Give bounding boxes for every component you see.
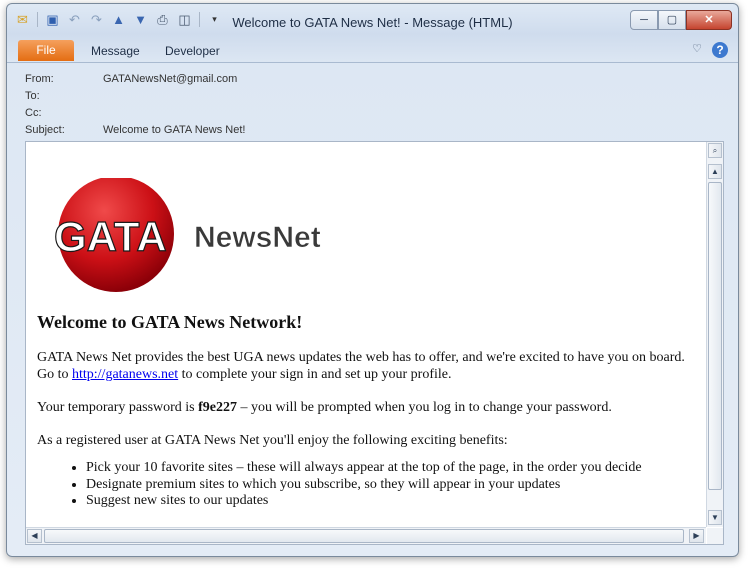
signup-link[interactable]: http://gatanews.net: [72, 367, 179, 382]
ribbon-tabs: [7, 38, 738, 63]
gata-newsnet-logo: [48, 178, 348, 296]
tab-message[interactable]: Message: [91, 44, 140, 58]
password-paragraph: [37, 400, 612, 416]
list-item: • Pick your 10 favorite sites – these will always appear at the top of the page, in the order you decide: [86, 460, 642, 477]
vertical-scroll-thumb[interactable]: [708, 182, 722, 490]
maximize-button[interactable]: ▢: [658, 10, 686, 30]
redo-icon[interactable]: ↷: [91, 12, 102, 27]
window-controls: [630, 10, 732, 30]
email-heading: Welcome to GATA News Network!: [37, 312, 303, 332]
tab-file[interactable]: File: [18, 40, 74, 61]
outlook-message-window: [6, 3, 739, 557]
customize-toolbar-icon[interactable]: ▾: [212, 14, 217, 24]
scroll-down-button[interactable]: ▼: [708, 510, 722, 525]
window-title: Welcome to GATA News Net! - Message (HTML): [232, 15, 513, 30]
intro-text: GATA News Net provides the best UGA news updates the web has to offer, and we're excited to have you on board.: [37, 350, 685, 365]
subject-label: Subject:: [25, 124, 65, 136]
mail-icon[interactable]: ✉: [17, 12, 28, 27]
message-content: [26, 142, 706, 527]
from-label: From:: [25, 73, 54, 85]
password-value: f9e227: [198, 400, 238, 415]
close-button[interactable]: ✕: [686, 10, 732, 30]
next-item-icon[interactable]: ▼: [134, 12, 147, 27]
print-icon[interactable]: ⎙: [157, 12, 168, 27]
scroll-left-button[interactable]: ◀: [27, 529, 42, 543]
password-prefix: Your temporary password is: [37, 400, 199, 415]
subject-value: Welcome to GATA News Net!: [103, 124, 246, 136]
go-to-text: Go to: [37, 367, 72, 382]
previous-item-icon[interactable]: ▲: [112, 12, 125, 27]
help-icon[interactable]: ?: [712, 42, 728, 58]
benefits-intro: As a registered user at GATA News Net you'll enjoy the following exciting benefits:: [37, 433, 508, 448]
list-item: • Designate premium sites to which you subscribe, so they will appear in your updates: [86, 477, 642, 494]
undo-icon[interactable]: ↶: [69, 12, 80, 27]
scroll-right-button[interactable]: ▶: [689, 529, 704, 543]
benefits-list: [37, 460, 642, 510]
vertical-scrollbar[interactable]: [706, 142, 723, 527]
message-body-pane: [25, 141, 724, 545]
horizontal-scroll-thumb[interactable]: [44, 529, 684, 543]
horizontal-scrollbar[interactable]: [26, 527, 706, 544]
from-value[interactable]: GATANewsNet@gmail.com: [103, 73, 238, 85]
title-bar: [7, 4, 738, 38]
cc-label: Cc:: [25, 107, 42, 119]
minimize-button[interactable]: ─: [630, 10, 658, 30]
print-preview-icon[interactable]: ◫: [178, 12, 191, 27]
tab-developer[interactable]: Developer: [165, 44, 220, 58]
scroll-up-button[interactable]: ▲: [708, 164, 722, 179]
logo-gata-text: GATA: [54, 213, 167, 260]
collapse-ribbon-icon[interactable]: ♡: [692, 43, 702, 55]
signup-text: to complete your sign in and set up your profile.: [178, 367, 452, 382]
save-icon[interactable]: ▣: [46, 12, 59, 27]
zoom-icon[interactable]: ⌕: [708, 143, 722, 158]
list-item: • Suggest new sites to our updates: [86, 493, 642, 510]
intro-paragraph: [37, 349, 702, 383]
to-label: To:: [25, 90, 40, 102]
message-header: [7, 64, 738, 140]
logo-newsnet-text: NewsNet: [194, 221, 321, 254]
password-suffix: – you will be prompted when you log in to change your password.: [237, 400, 612, 415]
scroll-corner: [707, 528, 723, 544]
